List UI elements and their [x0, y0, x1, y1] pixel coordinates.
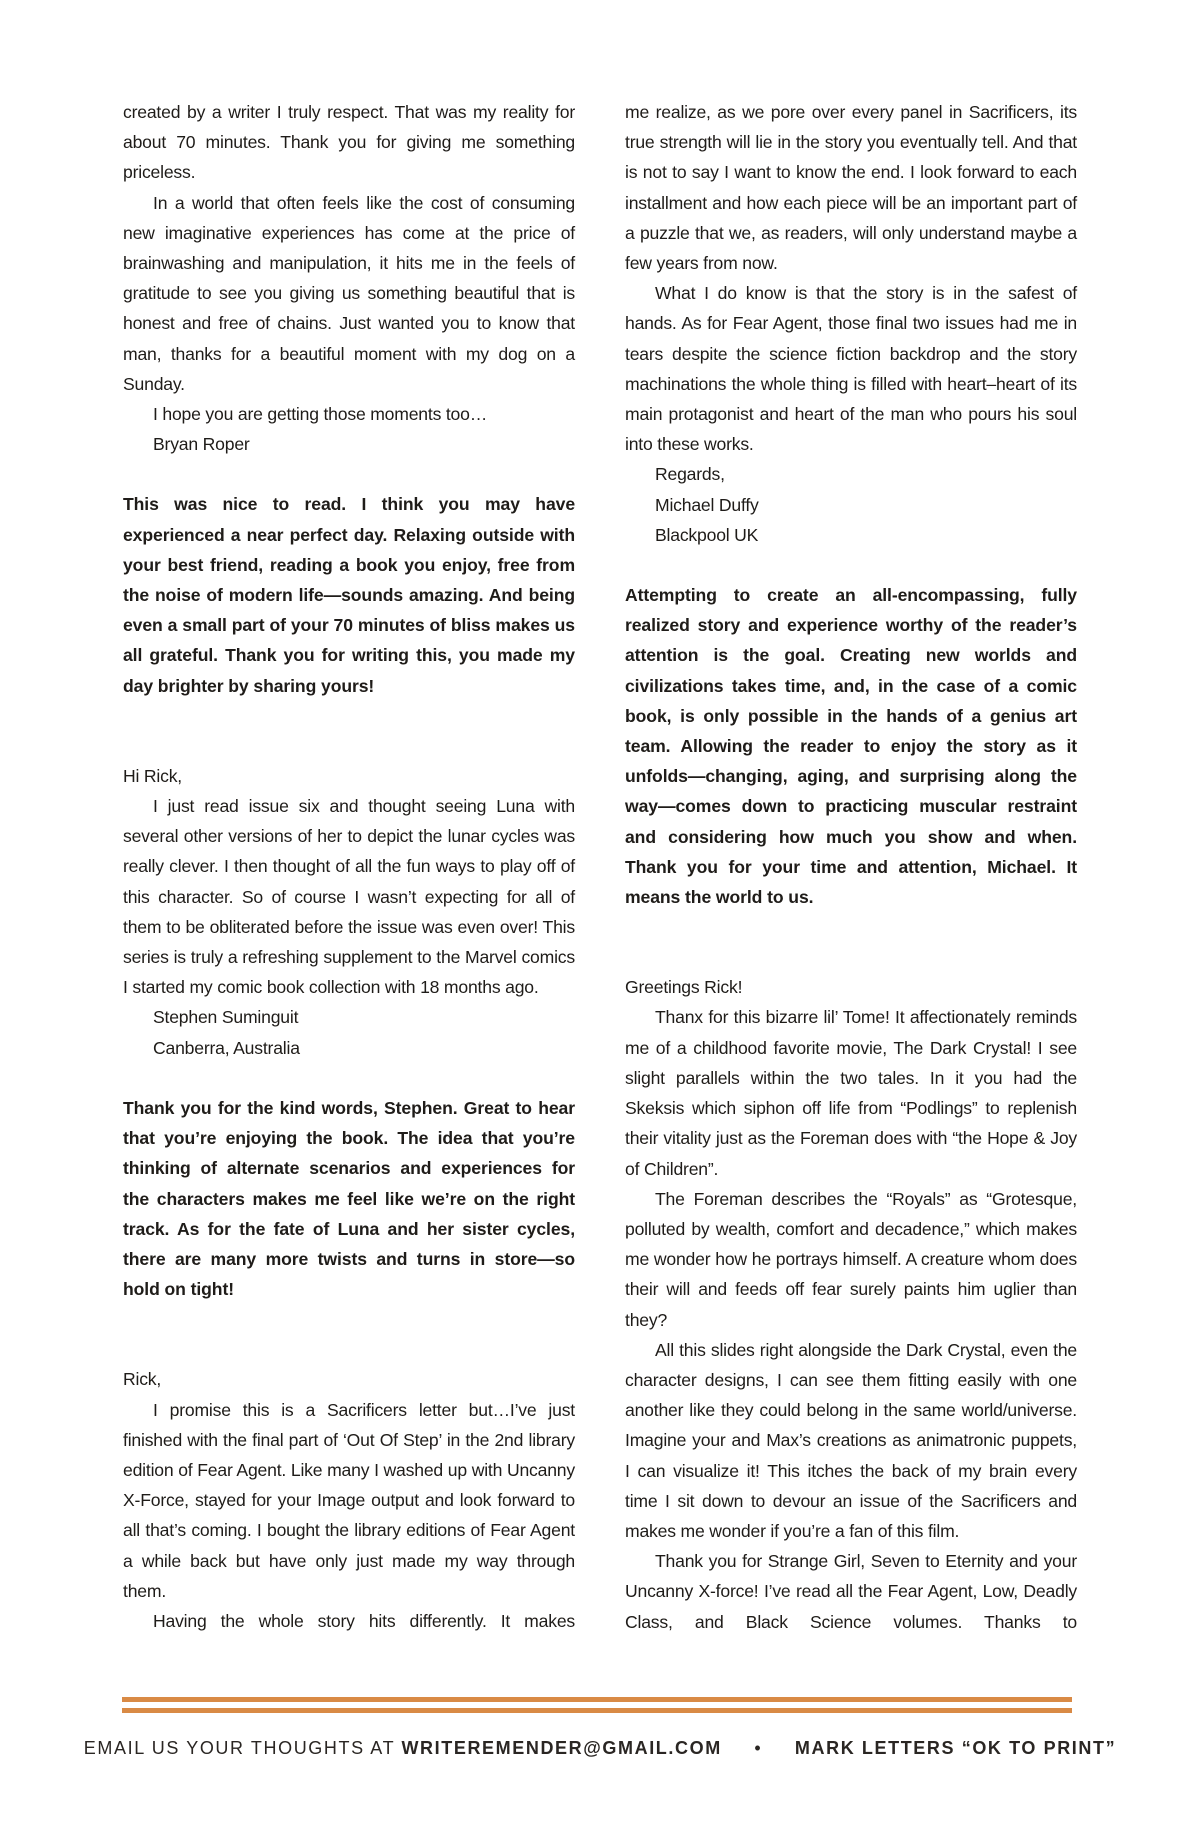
left-column [123, 97, 575, 1636]
letter-paragraph: All this slides right alongside the Dark Crystal, even the character designs, I can see them fitting easily with one another like they could belong in the same world/universe. Imagine your and Max’s creations as animatronic puppets, I can visualize it! This itches the back of my brain every time I sit down to devour an issue of the Sacrificers and makes me wonder if you’re a fan of this film. [625, 1339, 1077, 1541]
letter-closing: Regards, [655, 464, 725, 485]
letter-signature-place: Blackpool UK [655, 524, 759, 545]
letter-signature: Michael Duffy [655, 494, 759, 515]
letter-paragraph: I just read issue six and thought seeing Luna with several other versions of her to depict the lunar cycles was really clever. I then thought of all the fun ways to play off of this character. So of course I wasn’t expecting for all of them to be obliterated before the issue was even over! This series is truly a refreshing supplement to the Marvel comics I started my comic book collection with 18 months ago. [123, 796, 575, 998]
footer-email-prefix: EMAIL US YOUR THOUGHTS AT [83, 1738, 395, 1758]
letter-signature-place: Canberra, Australia [153, 1037, 300, 1058]
divider-rule-bottom [122, 1708, 1072, 1713]
letter-paragraph: created by a writer I truly respect. That was my reality for about 70 minutes. Thank you for giving me something priceless. [123, 102, 575, 183]
letter-paragraph: What I do know is that the story is in the safest of hands. As for Fear Agent, those final two issues had me in tears despite the science fiction backdrop and the story machinations the whole thing is filled with heart–heart of its main protagonist and heart of the man who pours his soul into these works. [625, 283, 1077, 455]
letter-paragraph: The Foreman describes the “Royals” as “Grotesque, polluted by wealth, comfort and decadence,” which makes me wonder how he portrays himself. A creature whom does their will and feeds off fear surely paints him uglier than they? [625, 1188, 1077, 1330]
footer-email-link[interactable]: WRITEREMENDER@GMAIL.COM [401, 1738, 722, 1758]
editor-reply: Attempting to create an all-encompassing, fully realized story and experience worthy of the reader’s attention is the goal. Creating new worlds and civilizations takes time, and, in the case of a comic book, is only possible in the hands of a genius art team. Allowing the reader to enjoy the story as it unfolds—changing, aging, and surprising along the way—comes down to practicing muscular restraint and considering how much you show and when. Thank you for your time and attention, Michael. It means the world to us. [625, 585, 1077, 908]
letter-signature: Stephen Suminguit [153, 1007, 299, 1028]
editor-reply: This was nice to read. I think you may have experienced a near perfect day. Relaxing outside with your best friend, reading a book you enjoy, free from the noise of modern life—sounds amazing. And being even a small part of your 70 minutes of bliss makes us all grateful. Thank you for writing this, you made my day brighter by sharing yours! [123, 494, 575, 696]
letter-greeting: Rick, [123, 1369, 162, 1390]
letter-paragraph: me realize, as we pore over every panel in Sacrificers, its true strength will lie in the story you eventually tell. And that is not to say I want to know the end. I look forward to each installment and how each piece will be an important part of a puzzle that we, as readers, will only understand maybe a few years from now. [625, 102, 1077, 274]
letter-paragraph: I hope you are getting those moments too… [153, 404, 488, 425]
divider-rule-top [122, 1697, 1072, 1702]
letter-greeting: Greetings Rick! [625, 977, 743, 998]
letter-paragraph: I promise this is a Sacrificers letter but…I’ve just finished with the final part of ‘Out Of Step’ in the 2nd library edition of Fear Agent. Like many I washed up with Uncanny X-Force, stayed for your Image output and look forward to all that’s coming. I bought the library editions of Fear Agent a while back but have only just made my way through them. [123, 1399, 575, 1601]
letter-paragraph: Thanx for this bizarre lil’ Tome! It affectionately reminds me of a childhood favorite movie, The Dark Crystal! I see slight parallels within the two tales. In it you had the Skeksis which siphon off life from “Podlings” to replenish their vitality just as the Foreman does with “the Hope & Joy of Children”. [625, 1007, 1077, 1179]
letter-paragraph: Thank you for Strange Girl, Seven to Eternity and your Uncanny X-force! I’ve read all the Fear Agent, Low, Deadly Class, and Black Science volumes. Thanks to [625, 1551, 1077, 1632]
footer-separator: • [754, 1738, 763, 1758]
footer-banner [0, 1738, 1200, 1759]
letter-greeting: Hi Rick, [123, 765, 182, 786]
footer-note: MARK LETTERS “OK TO PRINT” [794, 1738, 1117, 1758]
letter-paragraph: In a world that often feels like the cost of consuming new imaginative experiences has come at the price of brainwashing and manipulation, it hits me in the feels of gratitude to see you giving us something beautiful that is honest and free of chains. Just wanted you to know that man, thanks for a beautiful moment with my dog on a Sunday. [123, 192, 575, 394]
editor-reply: Thank you for the kind words, Stephen. Great to hear that you’re enjoying the book. The idea that you’re thinking of alternate scenarios and experiences for the characters makes me feel like we’re on the right track. As for the fate of Luna and her sister cycles, there are many more twists and turns in store—so hold on tight! [123, 1097, 575, 1300]
right-column [625, 97, 1077, 1637]
letter-paragraph: Having the whole story hits differently. It makes [153, 1610, 575, 1631]
letter-signature: Bryan Roper [153, 434, 250, 455]
